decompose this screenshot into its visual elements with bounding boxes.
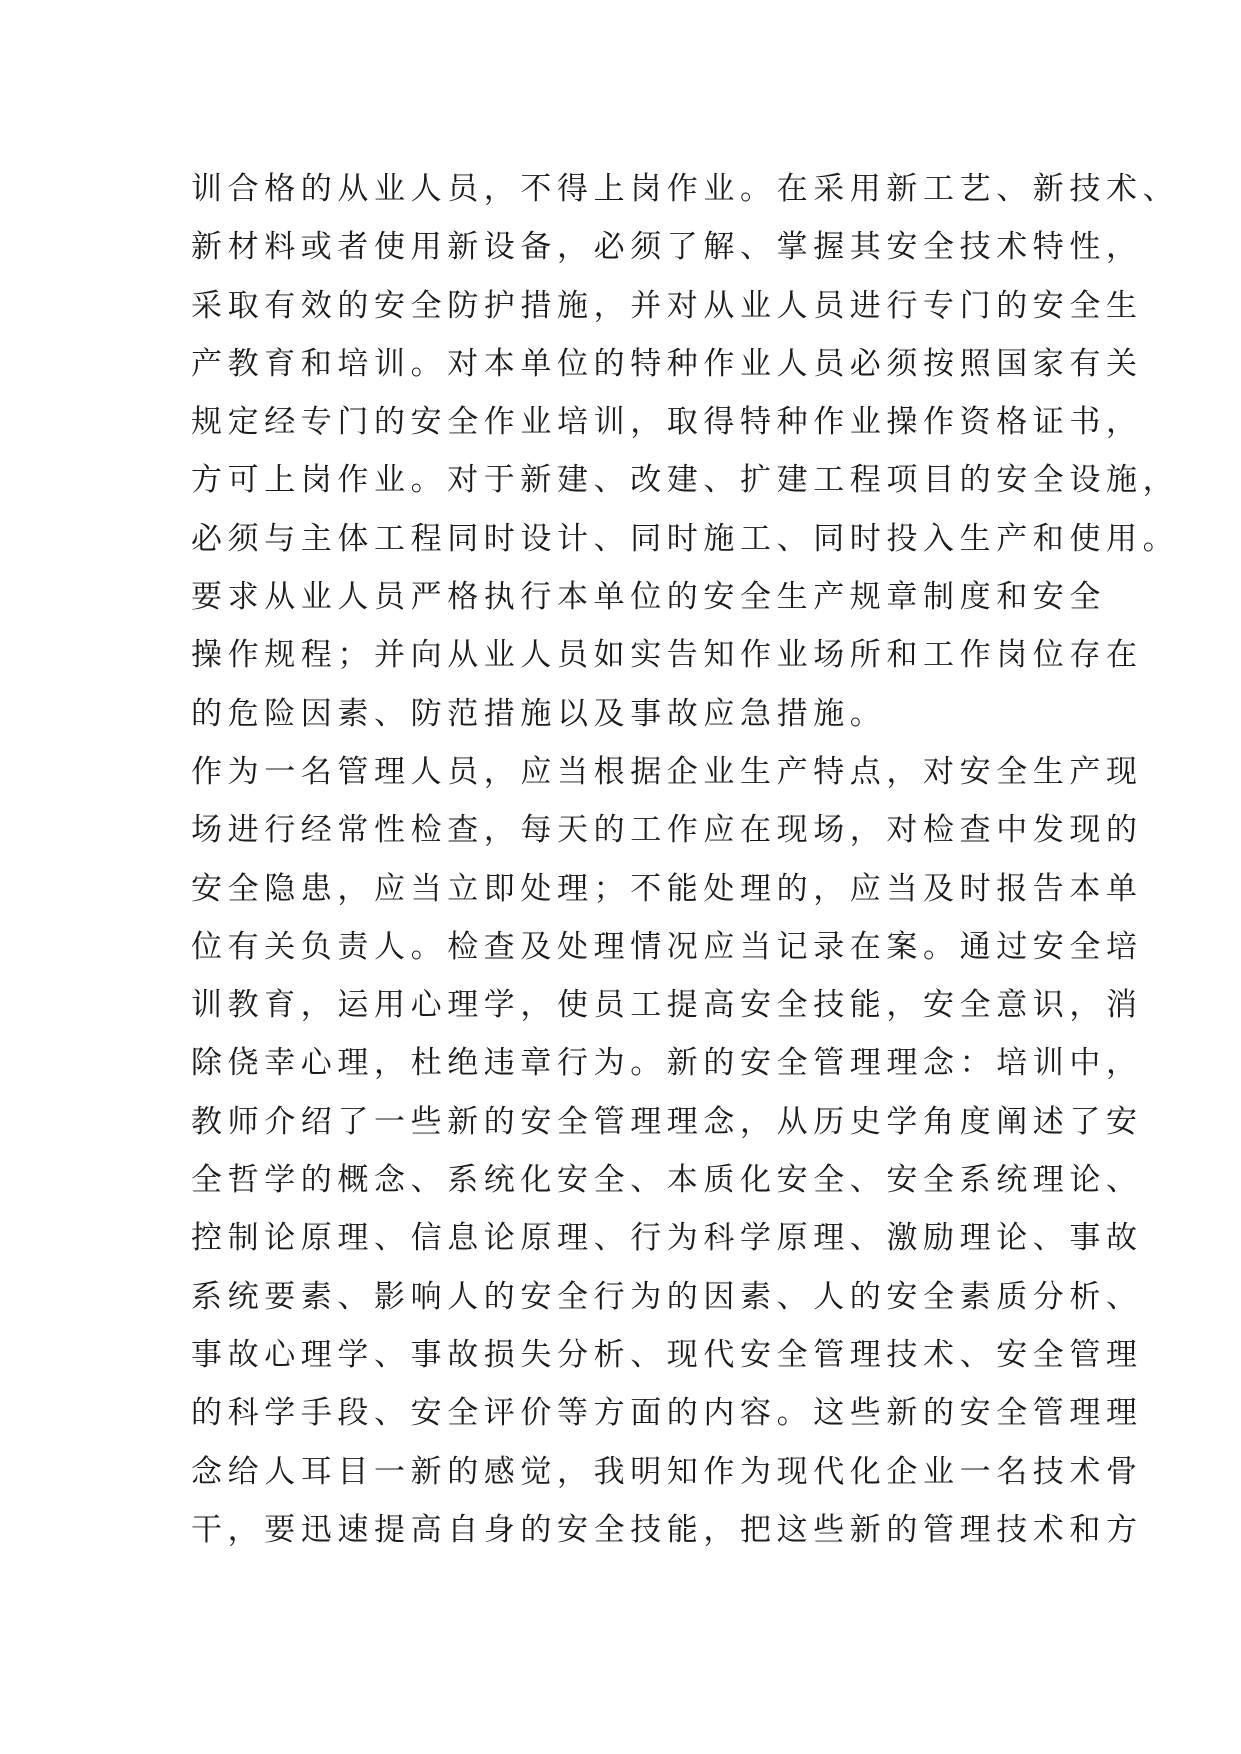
body-text [191, 160, 1180, 1559]
text-line: 新材料或者使用新设备，必须了解、掌握其安全技术特性， [191, 229, 1143, 266]
text-line: 训教育，运用心理学，使员工提高安全技能，安全意识，消 [191, 987, 1143, 1024]
text-line: 全哲学的概念、系统化安全、本质化安全、安全系统理论、 [191, 1162, 1143, 1199]
text-line: 规定经专门的安全作业培训，取得特种作业操作资格证书， [191, 404, 1143, 441]
text-line: 训合格的从业人员，不得上岗作业。在采用新工艺、新技术、 [191, 171, 1180, 207]
text-line: 干，要迅速提高自身的安全技能，把这些新的管理技术和方 [191, 1511, 1143, 1548]
text-line: 教师介绍了一些新的安全管理理念，从历史学角度阐述了安 [191, 1103, 1143, 1140]
text-line: 念给人耳目一新的感觉，我明知作为现代化企业一名技术骨 [191, 1453, 1143, 1490]
text-line: 控制论原理、信息论原理、行为科学原理、激励理论、事故 [191, 1220, 1143, 1257]
text-line: 位有关负责人。检查及处理情况应当记录在案。通过安全培 [191, 928, 1143, 965]
text-line: 作为一名管理人员，应当根据企业生产特点，对安全生产现 [191, 753, 1143, 790]
text-line: 的科学手段、安全评价等方面的内容。这些新的安全管理理 [191, 1395, 1143, 1432]
text-line: 必须与主体工程同时设计、同时施工、同时投入生产和使用。 [191, 520, 1180, 557]
text-line: 采取有效的安全防护措施，并对从业人员进行专门的安全生 [191, 287, 1143, 324]
text-line: 产教育和培训。对本单位的特种作业人员必须按照国家有关 [191, 345, 1143, 382]
text-line: 方可上岗作业。对于新建、改建、扩建工程项目的安全设施， [191, 462, 1180, 499]
text-line: 事故心理学、事故损失分析、现代安全管理技术、安全管理 [191, 1336, 1143, 1373]
text-line: 除侥幸心理，杜绝违章行为。新的安全管理理念：培训中， [191, 1045, 1143, 1082]
text-line: 场进行经常性检查，每天的工作应在现场，对检查中发现的 [191, 812, 1143, 849]
text-line: 的危险因素、防范措施以及事故应急措施。 [191, 695, 887, 732]
text-line: 操作规程；并向从业人员如实告知作业场所和工作岗位存在 [191, 637, 1143, 674]
text-line: 安全隐患，应当立即处理；不能处理的，应当及时报告本单 [191, 870, 1143, 907]
text-line: 系统要素、影响人的安全行为的因素、人的安全素质分析、 [191, 1278, 1143, 1315]
text-line: 要求从业人员严格执行本单位的安全生产规章制度和安全 [191, 579, 1106, 616]
